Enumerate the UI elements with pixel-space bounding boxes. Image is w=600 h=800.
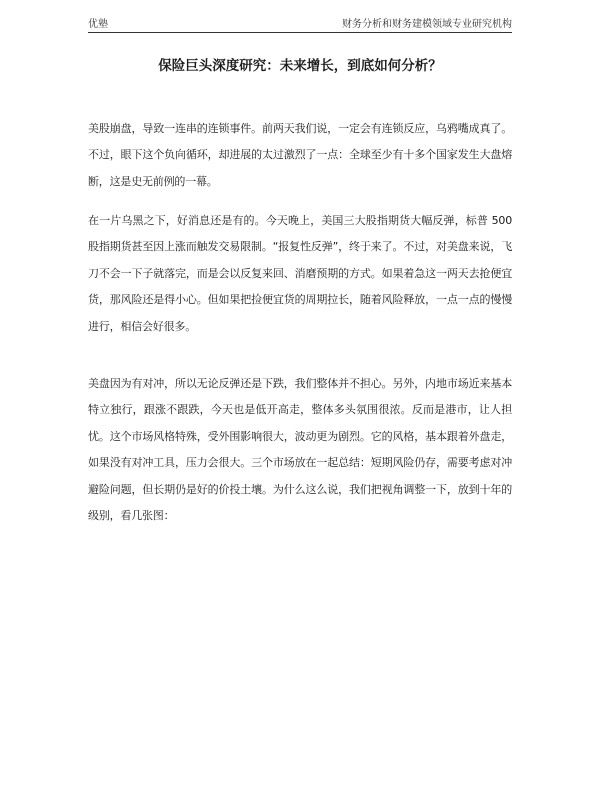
paragraph-2: 在一片乌黑之下，好消息还是有的。今天晚上，美国三大股指期货大幅反弹，标普 500 股指期货甚至因上涨而触发交易限制。“报复性反弹”，终于来了。不过，对美盘来说，飞刀不会一下子就落完，而是会以反复来回、消磨预期的方式。如果着急这一两天去抢便宜货，那风险还是得小心。但如果把捡便宜货的周期拉长，随着风险释放，一点一点的慢慢进行，相信会好很多。 [88,214,512,333]
paragraph-3: 美盘因为有对冲，所以无论反弹还是下跌，我们整体并不担心。另外，内地市场近来基本特立独行，跟涨不跟跌，今天也是低开高走，整体多头氛围很浓。反而是港市，让人担忧。这个市场风格特殊，受外围影响很大，波动更为剧烈。它的风格，基本跟着外盘走，如果没有对冲工具，压力会很大。三个市场放在一起总结：短期风险仍存，需要考虑对冲避险问题，但长期仍是好的价投土壤。为什么这么说，我们把视角调整一下，放到十年的级别，看几张图： [88,377,512,523]
article-title: 保险巨头深度研究：未来增长，到底如何分析？ [158,58,442,74]
header-brand: 优塾 [88,19,108,30]
paragraph-1: 美股崩盘，导致一连串的连锁事件。前两天我们说，一定会有连锁反应，乌鸦嘴成真了。不过，眼下这个负向循环，却进展的太过激烈了一点：全球至少有十多个国家发生大盘熔断，这是史无前例的一幕。 [88,122,512,188]
header-tagline: 财务分析和财务建模领域专业研究机构 [342,19,512,30]
page-header [88,12,512,33]
